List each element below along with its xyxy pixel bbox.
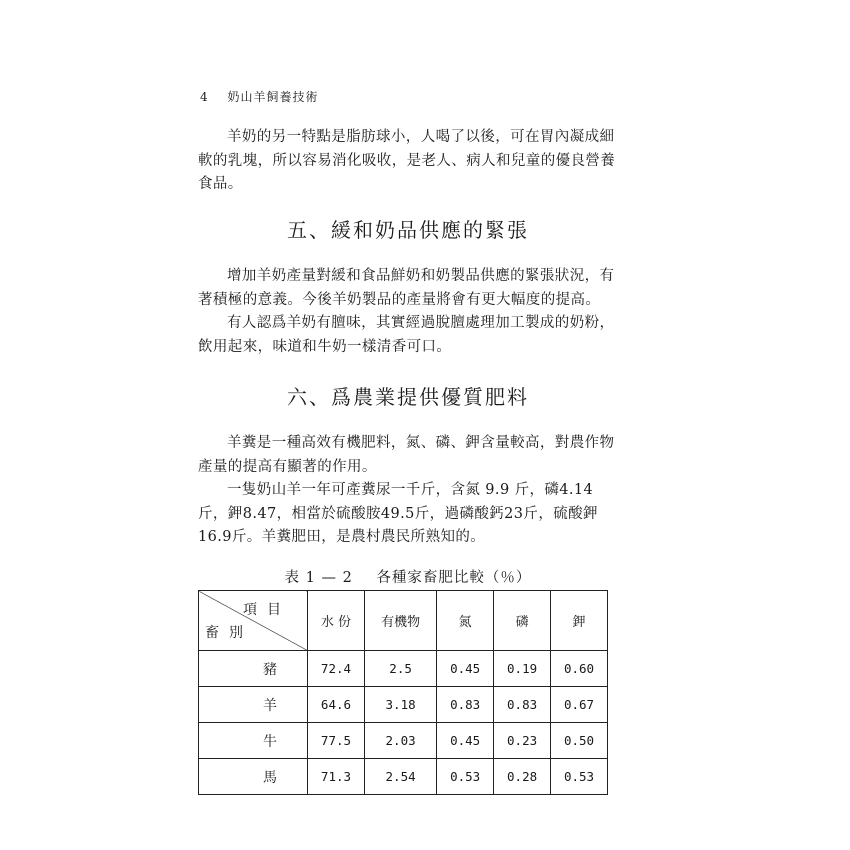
table-cell: 0.50 (551, 723, 608, 759)
column-header-phosphorus: 磷 (494, 591, 551, 651)
table-caption (198, 566, 618, 587)
table-header-row (199, 591, 608, 651)
row-label: 牛 (199, 723, 308, 759)
table-cell: 0.19 (494, 651, 551, 687)
table-cell: 71.3 (308, 759, 365, 795)
table-cell: 77.5 (308, 723, 365, 759)
book-title: 奶山羊飼養技術 (227, 90, 319, 104)
corner-header-cell (199, 591, 308, 651)
table-cell: 72.4 (308, 651, 365, 687)
corner-label-item: 項目 (243, 602, 291, 618)
running-header (200, 88, 318, 105)
table-cell: 0.45 (437, 651, 494, 687)
section6-paragraph-2: 一隻奶山羊一年可產糞尿一千斤，含氮 9.9 斤，磷4.14斤，鉀8.47，相當於硫酸胺49.5斤，過磷酸鈣23斤，硫酸鉀16.9斤。羊糞肥田，是農村農民所熟知的。 (198, 482, 598, 545)
row-label: 豬 (199, 651, 308, 687)
table-row (199, 759, 608, 795)
table-row (199, 723, 608, 759)
table-number: 表 1 — 2 (284, 570, 353, 586)
table-cell: 0.60 (551, 651, 608, 687)
section6-heading: 六、爲農業提供優質肥料 (287, 385, 529, 409)
column-header-potassium: 鉀 (551, 591, 608, 651)
table-cell: 0.53 (437, 759, 494, 795)
table-cell: 2.5 (364, 651, 436, 687)
table-cell: 2.03 (364, 723, 436, 759)
section6-text (198, 432, 618, 550)
section5-paragraph-1: 增加羊奶產量對緩和食品鮮奶和奶製品供應的緊張狀況，有著積極的意義。今後羊奶製品的產量將會有更大幅度的提高。 (198, 268, 615, 308)
table-cell: 0.53 (551, 759, 608, 795)
column-header-nitrogen: 氮 (437, 591, 494, 651)
section5-heading: 五、緩和奶品供應的緊張 (287, 218, 529, 242)
table-cell: 64.6 (308, 687, 365, 723)
table-row (199, 651, 608, 687)
table-title: 各種家畜肥比較（％） (376, 570, 532, 586)
table-row (199, 687, 608, 723)
table-cell: 3.18 (364, 687, 436, 723)
row-label: 馬 (199, 759, 308, 795)
section6-paragraph-1: 羊糞是一種高效有機肥料，氮、磷、鉀含量較高，對農作物產量的提高有顯著的作用。 (198, 435, 615, 475)
section5-paragraph-2: 有人認爲羊奶有膻味，其實經過脫膻處理加工製成的奶粉，飲用起來，味道和牛奶一樣清香可口。 (198, 315, 615, 355)
table-cell: 0.67 (551, 687, 608, 723)
table-cell: 0.45 (437, 723, 494, 759)
column-header-water: 水 份 (308, 591, 365, 651)
table-cell: 0.83 (437, 687, 494, 723)
row-label: 羊 (199, 687, 308, 723)
corner-label-livestock: 畜別 (205, 625, 253, 641)
page-number: 4 (200, 90, 209, 104)
table-cell: 0.23 (494, 723, 551, 759)
intro-paragraph: 羊奶的另一特點是脂肪球小，人喝了以後，可在胃內凝成細軟的乳塊，所以容易消化吸收，是老人、病人和兒童的優良營養食品。 (198, 129, 616, 192)
intro-text (198, 126, 618, 197)
table-cell: 2.54 (364, 759, 436, 795)
column-header-organic: 有機物 (364, 591, 436, 651)
table-cell: 0.83 (494, 687, 551, 723)
manure-comparison-table (198, 590, 608, 795)
table-cell: 0.28 (494, 759, 551, 795)
section5-text (198, 265, 618, 359)
